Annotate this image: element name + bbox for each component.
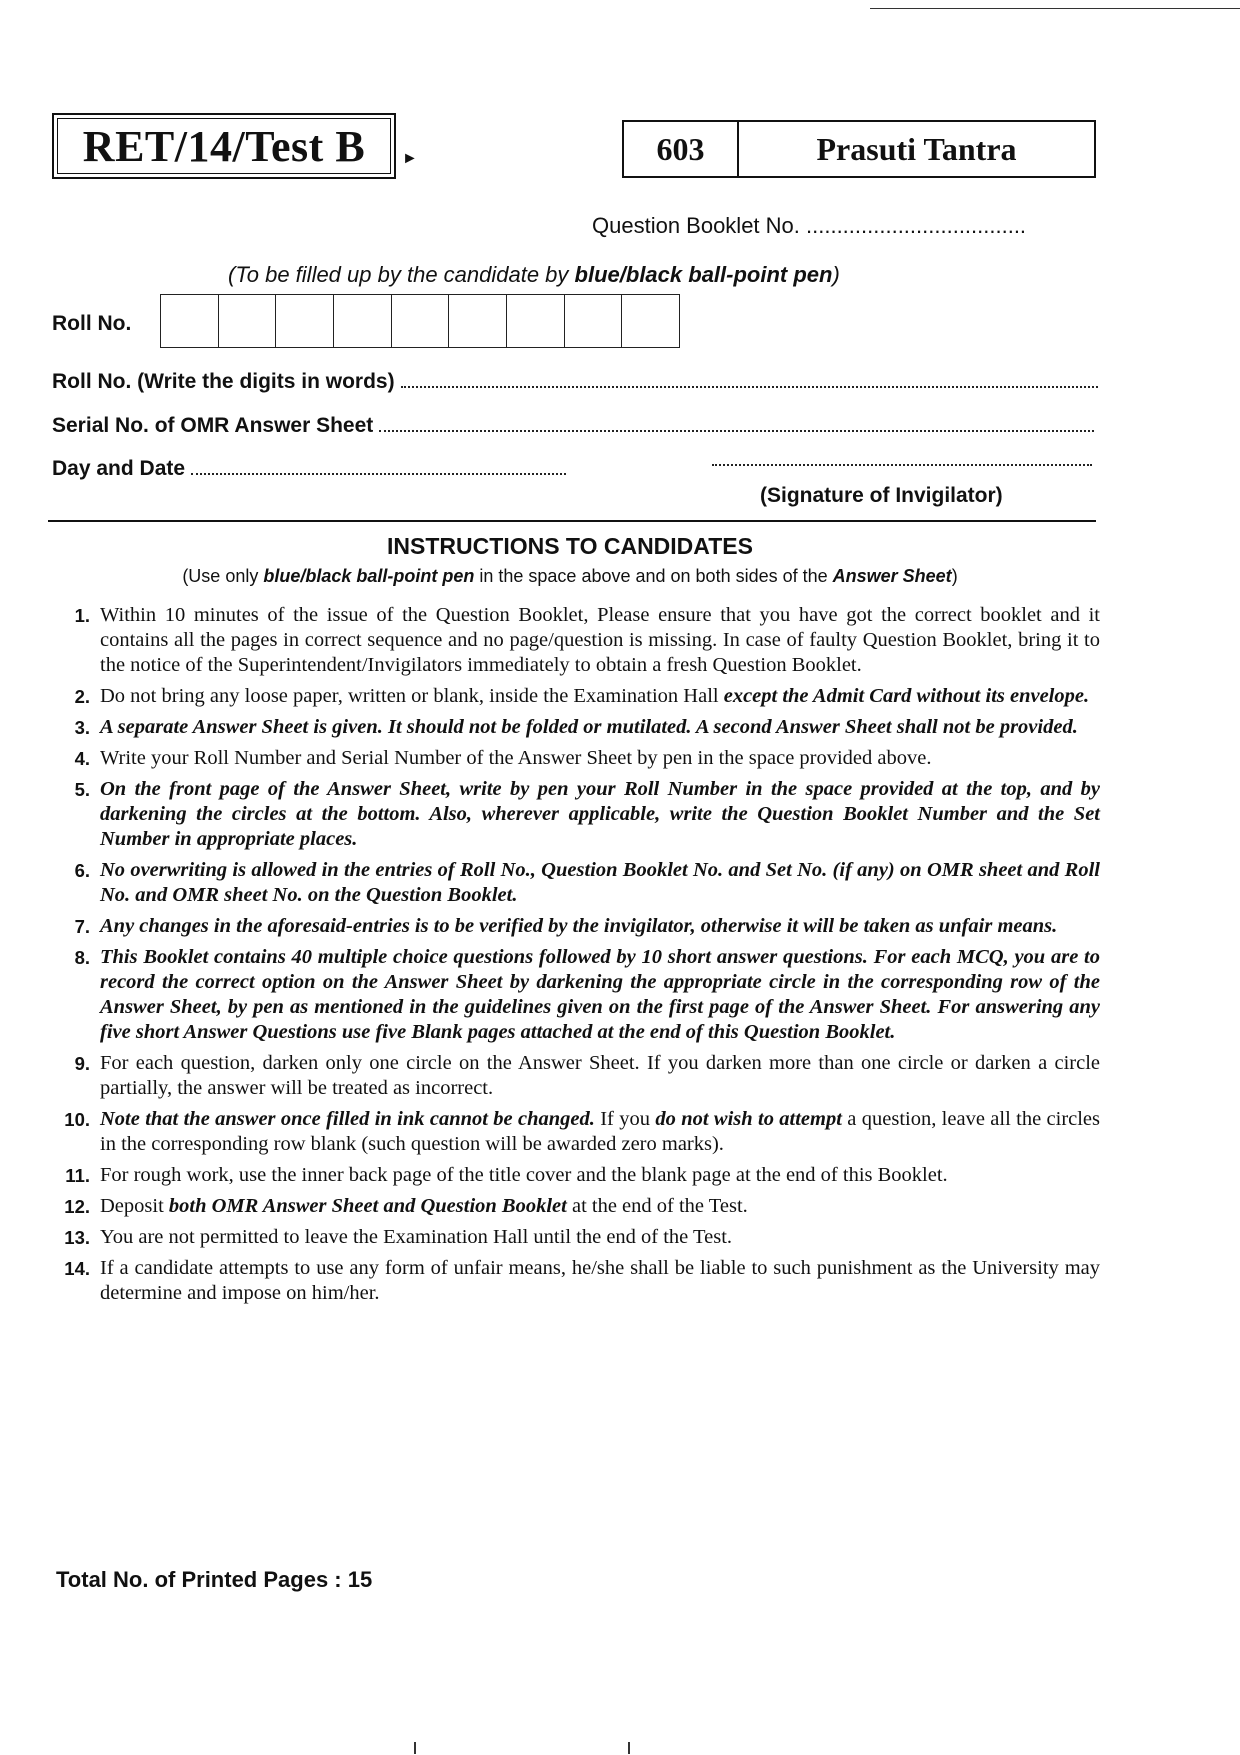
list-item: 12. Deposit both OMR Answer Sheet and Question Booklet at the end of the Test. bbox=[64, 1195, 748, 1217]
instructions-list bbox=[44, 603, 1100, 1312]
omr-serial-field[interactable]: Serial No. of OMR Answer Sheet bbox=[52, 414, 1094, 438]
list-item: 13. You are not permitted to leave the Examination Hall until the end of the Test. bbox=[64, 1226, 733, 1248]
roll-digit-box[interactable] bbox=[507, 295, 565, 347]
list-item: 5. On the front page of the Answer Sheet, write by pen your Roll Number in the space provided at the top, and by darkening the circles at the bottom. Also, wherever applicable, write the Question Booklet Number and the Set Number in appropriate places. bbox=[74, 778, 1100, 850]
list-item: 7. Any changes in the aforesaid-entries is to be verified by the invigilator, otherwise it will be taken as unfair means. bbox=[74, 915, 1058, 937]
roll-digit-box[interactable] bbox=[334, 295, 392, 347]
roll-no-boxes[interactable] bbox=[160, 294, 680, 348]
list-item: 6. No overwriting is allowed in the entries of Roll No., Question Booklet No. and Set No. (if any) on OMR sheet and Roll No. and OMR sheet No. on the Question Booklet. bbox=[74, 859, 1100, 906]
test-code-box bbox=[52, 113, 396, 179]
subject-box bbox=[622, 120, 1096, 178]
list-item: 8. This Booklet contains 40 multiple choice questions followed by 10 short answer questions. For each MCQ, you are to record the correct option on the Answer Sheet by darkening the appropriate circle in the corresponding row of the Answer Sheet, by pen as mentioned in the guidelines given on the first page of the Answer Sheet. For answering any five short Answer Questions use five Blank pages attached at the end of this Question Booklet. bbox=[74, 946, 1100, 1043]
roll-digit-box[interactable] bbox=[276, 295, 334, 347]
subject-name: Prasuti Tantra bbox=[816, 130, 1017, 167]
roll-no-words-field[interactable]: Roll No. (Write the digits in words) bbox=[52, 370, 1098, 394]
roll-digit-box[interactable] bbox=[392, 295, 450, 347]
list-item: 11. For rough work, use the inner back page of the title cover and the blank page at the end of this Booklet. bbox=[65, 1164, 948, 1186]
list-item: 2. Do not bring any loose paper, written or blank, inside the Examination Hall except the Admit Card without its envelope. bbox=[74, 685, 1090, 707]
day-date-field[interactable]: Day and Date bbox=[52, 457, 566, 481]
page-tick-mark bbox=[628, 1742, 630, 1754]
instructions-title: INSTRUCTIONS TO CANDIDATES bbox=[387, 533, 753, 559]
roll-digit-box[interactable] bbox=[161, 295, 219, 347]
booklet-no-field[interactable]: Question Booklet No. .................................... bbox=[592, 213, 1027, 238]
subject-code: 603 bbox=[624, 122, 739, 176]
list-item: 10. Note that the answer once filled in ink cannot be changed. If you do not wish to attempt a question, leave all the circles in the corresponding row blank (such question will be awarded zero marks). bbox=[64, 1108, 1101, 1155]
roll-digit-box[interactable] bbox=[565, 295, 623, 347]
divider bbox=[48, 520, 1096, 522]
list-item: 4. Write your Roll Number and Serial Number of the Answer Sheet by pen in the space provided above. bbox=[74, 747, 932, 769]
roll-digit-box[interactable] bbox=[219, 295, 277, 347]
arrow-mark-icon: ► bbox=[402, 150, 418, 167]
instructions-subtitle: (Use only blue/black ball-point pen in the space above and on both sides of the Answer Sheet) bbox=[182, 566, 958, 586]
list-item: 3. A separate Answer Sheet is given. It should not be folded or mutilated. A second Answer Sheet shall not be provided. bbox=[74, 716, 1078, 738]
signature-line[interactable] bbox=[712, 464, 1092, 466]
signature-label: (Signature of Invigilator) bbox=[760, 484, 1003, 507]
roll-digit-box[interactable] bbox=[622, 295, 679, 347]
fill-note: (To be filled up by the candidate by blue/black ball-point pen) bbox=[228, 262, 840, 287]
total-pages: Total No. of Printed Pages : 15 bbox=[56, 1567, 373, 1592]
scan-edge-line bbox=[870, 0, 1240, 9]
list-item: 1. Within 10 minutes of the issue of the Question Booklet, Please ensure that you have got the correct booklet and it contains all the pages in correct sequence and no page/question is missing. In case of faulty Question Booklet, bring it to the notice of the Superintendent/Invigilators immediately to obtain a fresh Question Booklet. bbox=[74, 604, 1100, 676]
page-tick-mark bbox=[414, 1742, 416, 1754]
list-item: 14. If a candidate attempts to use any form of unfair means, he/she shall be liable to such punishment as the University may determine and impose on him/her. bbox=[64, 1257, 1100, 1304]
list-item: 9. For each question, darken only one circle on the Answer Sheet. If you darken more than one circle or darken a circle partially, the answer will be treated as incorrect. bbox=[74, 1052, 1100, 1099]
roll-no-label: Roll No. bbox=[52, 312, 132, 335]
test-code: RET/14/Test B bbox=[82, 121, 366, 171]
roll-digit-box[interactable] bbox=[449, 295, 507, 347]
